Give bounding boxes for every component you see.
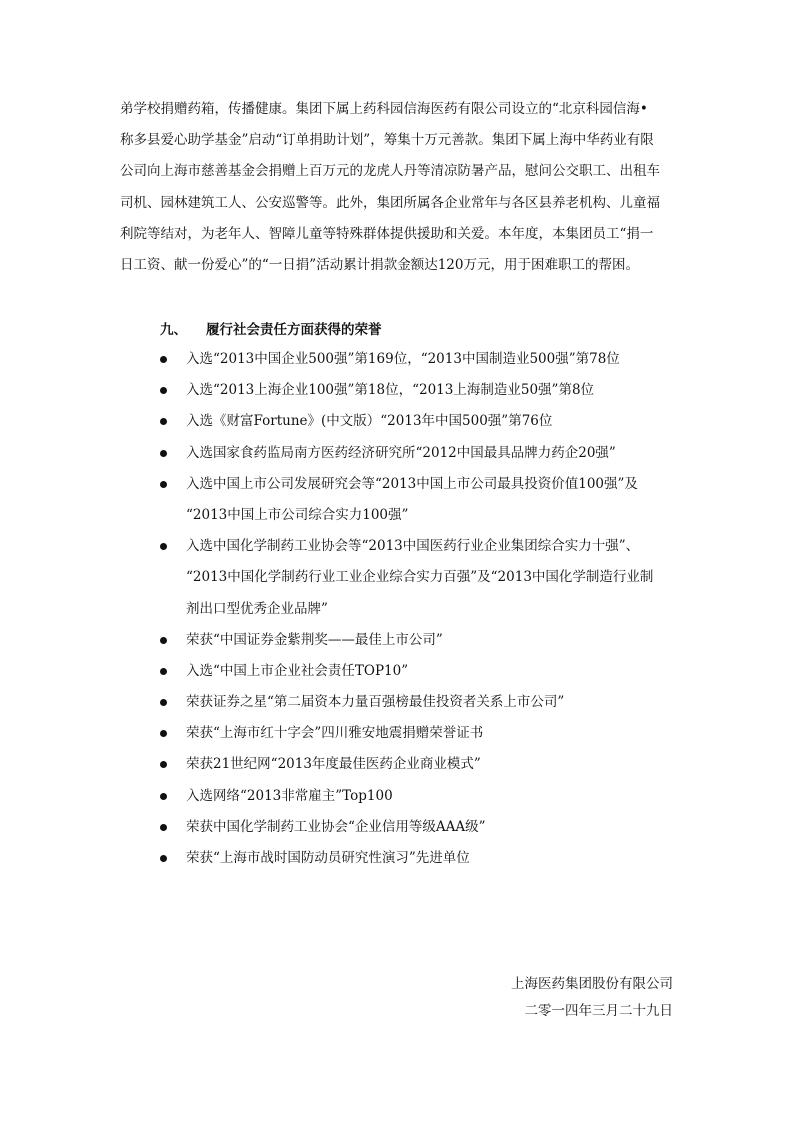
bullet-icon — [160, 668, 167, 675]
honor-text-line: 荣获“上海市战时国防动员研究性演习”先进单位 — [186, 850, 470, 866]
honor-text-line: 剂出口型优秀企业品牌” — [186, 600, 328, 617]
honor-list-item — [0, 812, 793, 843]
honor-list-item — [0, 406, 793, 437]
bullet-icon — [160, 387, 167, 394]
honor-text-line: 入选“2013上海企业100强”第18位，“2013上海制造业50强”第8位 — [186, 382, 595, 399]
body-paragraph — [120, 94, 680, 281]
signature-date: 二零一四年三月二十九日 — [524, 1003, 673, 1019]
honor-text-line: 荣获21世纪网“2013年度最佳医药企业商业模式” — [186, 756, 481, 773]
honor-list-item — [0, 344, 793, 375]
honor-text-line: 入选“中国上市企业社会责任TOP10” — [186, 662, 409, 679]
bullet-icon — [160, 730, 167, 737]
paragraph-line: 公司向上海市慈善基金会捐赠上百万元的龙虎人丹等清凉防暑产品，慰问公交职工、出租车 — [120, 163, 660, 180]
honor-list-item — [0, 749, 793, 780]
honor-text-line: 荣获“中国证券金紫荆奖——最佳上市公司” — [186, 631, 443, 648]
bullet-icon — [160, 793, 167, 800]
paragraph-line: 利院等结对，为老年人、智障儿童等特殊群体提供援助和关爱。本年度，本集团员工“捐一 — [120, 225, 654, 242]
bullet-icon — [160, 824, 167, 831]
honor-text-line: 入选中国上市公司发展研究会等“2013中国上市公司最具投资价值100强”及 — [186, 475, 638, 492]
paragraph-line: 弟学校捐赠药箱，传播健康。集团下属上药科园信海医药有限公司设立的“北京科园信海• — [120, 101, 648, 117]
section-number: 九、 — [160, 322, 187, 338]
bullet-icon — [160, 356, 167, 363]
honor-list-item — [0, 625, 793, 656]
bullet-icon — [160, 637, 167, 644]
honor-list-item — [0, 656, 793, 687]
honor-text-line: 荣获“上海市红十字会”四川雅安地震捐赠荣誉证书 — [186, 725, 484, 742]
section-title: 履行社会责任方面获得的荣誉 — [206, 322, 382, 338]
honors-list — [0, 344, 793, 874]
honor-text-line: 荣获证券之星“第二届资本力量百强榜最佳投资者关系上市公司” — [186, 694, 565, 711]
honor-text-line: “2013中国化学制药行业工业企业综合实力百强”及“2013中国化学制造行业制 — [186, 569, 654, 586]
honor-text-line: 入选《财富Fortune》(中文版）“2013年中国500强”第76位 — [186, 413, 553, 430]
honor-list-item — [0, 438, 793, 469]
honor-list-item — [0, 781, 793, 812]
bullet-icon — [160, 855, 167, 862]
honor-list-item — [0, 531, 793, 625]
honor-list-item — [0, 469, 793, 531]
bullet-icon — [160, 418, 167, 425]
honor-text-line: 入选网络“2013非常雇主”Top100 — [186, 787, 393, 804]
honor-text-line: 入选“2013中国企业500强”第169位，“2013中国制造业500强”第78位 — [186, 351, 620, 367]
honor-list-item — [0, 687, 793, 718]
honor-list-item — [0, 718, 793, 749]
bullet-icon — [160, 481, 167, 488]
section-heading — [160, 318, 382, 338]
honor-text-line: 入选国家食药监局南方医药经济研究所“2012中国最具品牌力药企20强” — [186, 444, 616, 461]
honor-text-line: 荣获中国化学制药工业协会“企业信用等级AAA级” — [186, 818, 486, 835]
honor-text-line: “2013中国上市公司综合实力100强” — [186, 506, 409, 523]
paragraph-line: 司机、园林建筑工人、公安巡警等。此外，集团所属各企业常年与各区县养老机构、儿童福 — [120, 194, 660, 211]
honor-list-item — [0, 375, 793, 406]
bullet-icon — [160, 450, 167, 457]
bullet-icon — [160, 761, 167, 768]
paragraph-line: 日工资、献一份爱心”的“一日捐”活动累计捐款金额达120万元，用于困难职工的帮困。 — [120, 256, 639, 273]
signature-company: 上海医药集团股份有限公司 — [511, 976, 673, 992]
bullet-icon — [160, 699, 167, 706]
paragraph-line: 称多县爱心助学基金”启动“订单捐助计划”，筹集十万元善款。集团下属上海中华药业有限 — [120, 132, 654, 149]
bullet-icon — [160, 543, 167, 550]
honor-text-line: 入选中国化学制药工业协会等“2013中国医药行业企业集团综合实力十强”、 — [186, 538, 640, 555]
honor-list-item — [0, 843, 793, 874]
